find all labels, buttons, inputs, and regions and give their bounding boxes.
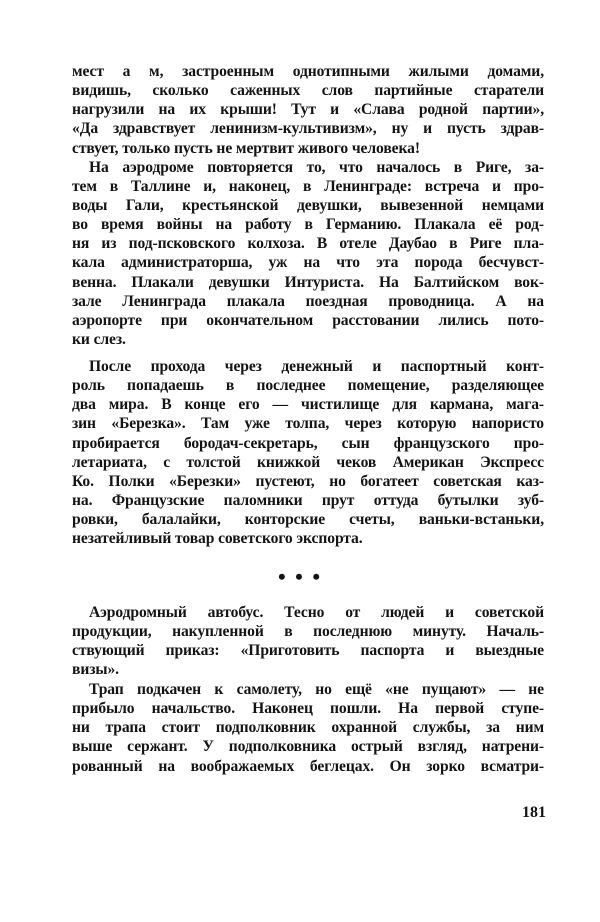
text-line: воды Гали, крестьянской девушки, вывезенной немцами — [72, 196, 544, 214]
text-line: мест а м, застроенным однотипными жилыми домами, — [72, 63, 544, 80]
text-line: два мира. В конце его — чистилище для кармана, мага- — [72, 396, 544, 414]
text-line: летариата, с толстой книжкой чеков Американ Экспресс — [72, 453, 544, 471]
text-line: аэропорте при окончательном расстовании лились пото- — [72, 311, 544, 329]
text-line: продукции, накупленной в последнюю минуту. Началь- — [72, 623, 544, 641]
text-line: ня из под-псковского колхоза. В отеле Даубао в Риге пла- — [72, 235, 544, 253]
text-line: Ко. Полки «Березки» пустеют, но богатеет советская каз- — [72, 472, 544, 490]
page-number: 181 — [522, 804, 546, 821]
text-line: тем в Таллине и, наконец, в Ленинграде: встреча и про- — [72, 177, 544, 195]
text-line: После прохода через денежный и паспортный конт- — [89, 358, 544, 375]
paragraph-block-1 — [72, 62, 544, 349]
text-line: на. Французские паломники прут оттуда бутылки зуб- — [72, 491, 544, 509]
text-line: ствует, только пусть не мертвит живого человека! — [72, 139, 420, 157]
text-line: зале Ленинграда плакала поездная проводница. А на — [72, 292, 544, 310]
section-separator: • • • — [277, 564, 323, 589]
text-line: прибыло начальство. Наконец пошли. На первой ступе- — [72, 700, 544, 718]
text-line: незатейливый товар советского экспорта. — [72, 530, 363, 548]
text-line: Аэродромный автобус. Тесно от людей и советской — [89, 604, 544, 621]
text-line: «Да здравствует ленинизм-культивизм», ну и пусть здрав- — [72, 120, 544, 138]
text-line: роль попадаешь в последнее помещение, разделяющее — [72, 377, 544, 395]
text-line: выше сержант. У подполковника острый взгляд, натрени- — [72, 738, 544, 756]
text-line: На аэродроме повторяется то, что началось в Риге, за- — [89, 158, 544, 176]
text-line: рованный на воображаемых беглецах. Он зорко всматри- — [72, 757, 544, 775]
text-line: визы». — [72, 661, 119, 679]
text-line: ни трапа стоит подполковник охранной службы, за ним — [72, 719, 544, 737]
text-line: венна. Плакали девушки Интуриста. На Балтийском вок- — [72, 273, 544, 291]
text-line: видишь, сколько саженных слов партийные старатели — [72, 82, 544, 100]
text-line: ровки, балалайки, конторские счеты, ваньки-встаньки, — [72, 511, 544, 529]
text-line: ки слез. — [72, 330, 126, 348]
paragraph-block-4 — [72, 680, 544, 776]
text-line: во время войны на работу в Германию. Плакала её род- — [72, 216, 544, 234]
text-line: зин «Березка». Там уже толпа, через которую напористо — [72, 415, 544, 433]
text-line: нагрузили на их крыши! Тут и «Слава родной партии», — [72, 101, 544, 119]
text-line: кала администраторша, уж на что эта порода бесчувст- — [72, 254, 544, 272]
text-line: Трап подкачен к самолету, но ещё «не пущают» — не — [89, 681, 544, 698]
paragraph-block-3 — [72, 603, 544, 680]
paragraph-block-2 — [72, 357, 544, 548]
text-line: ствующий приказ: «Приготовить паспорта и выездные — [72, 642, 544, 660]
text-line: пробирается бородач-секретарь, сын французского про- — [72, 434, 544, 452]
